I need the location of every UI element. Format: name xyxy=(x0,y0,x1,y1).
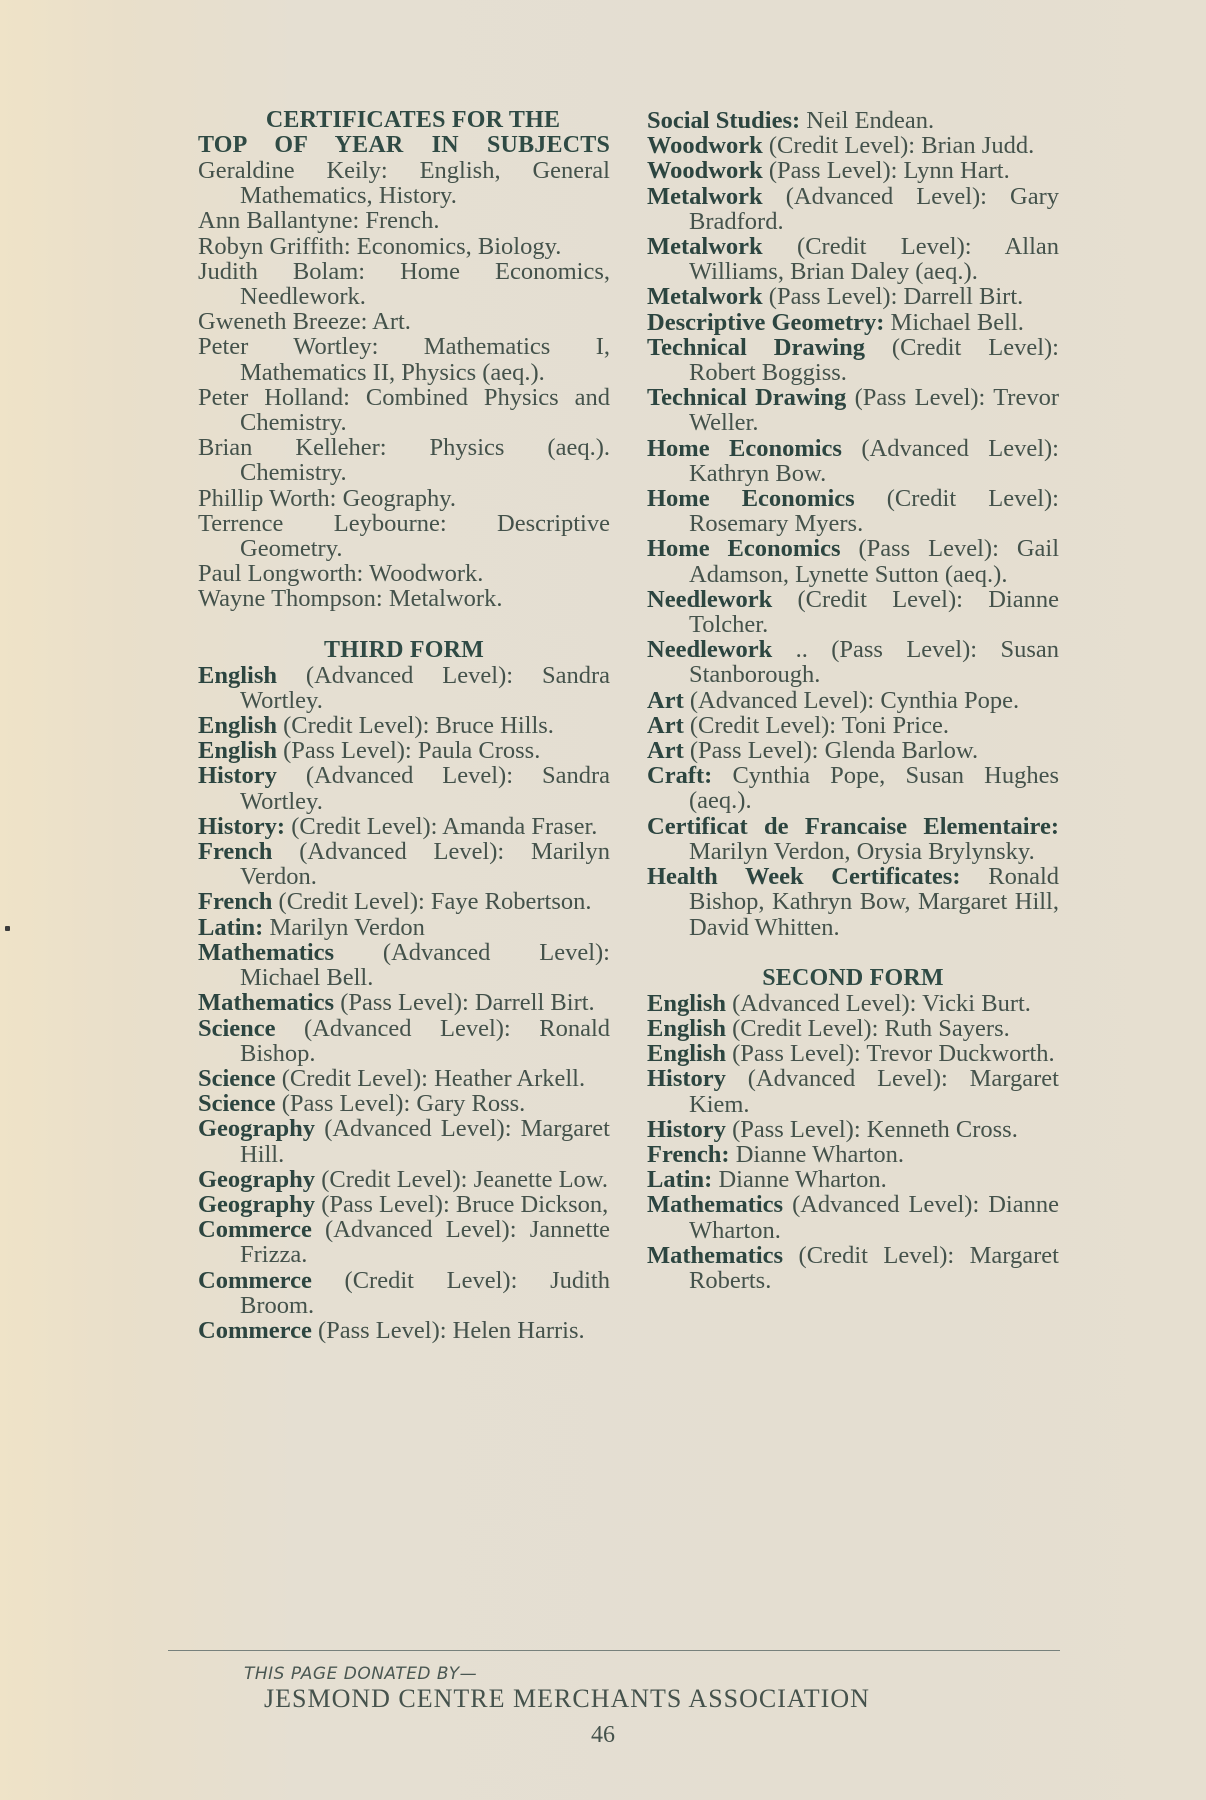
entry-text: (Advanced Level): Michael Bell. xyxy=(240,938,610,992)
right-column xyxy=(647,108,1059,1293)
list-entry xyxy=(198,990,610,1015)
entry-subject: English xyxy=(198,712,277,740)
entry-subject: Home Economics xyxy=(647,535,841,563)
entry-text: (Advanced Level): Cynthia Pope. xyxy=(683,686,1020,714)
list-entry xyxy=(647,1016,1059,1041)
entry-text: .. (Pass Level): Susan Stanborough. xyxy=(689,636,1059,689)
entry-text: (Pass Level): Trevor Weller. xyxy=(689,384,1059,437)
entry-subject: Woodwork xyxy=(647,132,763,160)
entry-subject: English xyxy=(198,737,277,765)
entry-text: (Advanced Level): Dianne Wharton. xyxy=(689,1191,1059,1244)
entry-text: Phillip Worth: Geography. xyxy=(198,484,456,512)
list-entry xyxy=(647,158,1059,183)
entry-text: (Advanced Level): Gary Bradford. xyxy=(689,182,1059,235)
entry-subject: English xyxy=(647,1040,726,1068)
list-entry xyxy=(647,864,1059,940)
entry-subject: Woodwork xyxy=(647,157,763,185)
entry-text: Robyn Griffith: Economics, Biology. xyxy=(198,232,562,260)
entry-subject: Metalwork xyxy=(647,233,763,261)
entry-text: (Credit Level): Amanda Fraser. xyxy=(285,812,598,840)
list-entry xyxy=(647,310,1059,335)
entry-text: (Credit Level): Bruce Hills. xyxy=(277,712,554,740)
list-entry xyxy=(647,1066,1059,1116)
list-entry xyxy=(198,234,610,259)
scan-edge-mark xyxy=(5,926,10,931)
entry-text: Brian Kelleher: Physics (aeq.). Chemistry. xyxy=(198,434,610,487)
entry-text: (Credit Level): Brian Judd. xyxy=(762,132,1035,160)
entry-text: (Pass Level): Kenneth Cross. xyxy=(725,1115,1018,1143)
entry-subject: Metalwork xyxy=(647,182,763,210)
list-entry xyxy=(198,435,610,485)
list-entry xyxy=(647,763,1059,813)
entry-subject: Technical Drawing xyxy=(647,384,847,412)
entry-text: (Pass Level): Gary Ross. xyxy=(275,1090,526,1118)
list-entry xyxy=(198,309,610,334)
list-entry xyxy=(647,991,1059,1016)
entry-subject: Geography xyxy=(198,1165,316,1193)
entry-subject: Science xyxy=(198,1014,276,1042)
entry-text: (Credit Level): Ruth Sayers. xyxy=(726,1014,1010,1042)
list-entry xyxy=(198,385,610,435)
entry-subject: Descriptive Geometry: xyxy=(647,308,885,336)
entry-text: (Advanced Level): Jannette Frizza. xyxy=(240,1216,610,1269)
list-entry xyxy=(647,436,1059,486)
list-entry xyxy=(647,1243,1059,1293)
entry-subject: Certificat de Francaise Elementaire: xyxy=(647,812,1059,840)
entry-text: Paul Longworth: Woodwork. xyxy=(198,560,484,588)
entry-subject: Craft: xyxy=(647,762,713,790)
entry-text: Terrence Leybourne: Descriptive Geometry. xyxy=(198,509,610,563)
entry-text: (Credit Level): Dianne Tolcher. xyxy=(689,585,1059,639)
list-entry xyxy=(647,1142,1059,1167)
entry-text: (Advanced Level): Sandra Wortley. xyxy=(240,661,610,714)
list-entry xyxy=(198,915,610,940)
entry-text: (Pass Level): Glenda Barlow. xyxy=(683,737,979,765)
entry-text: (Advanced Level): Ronald Bishop. xyxy=(240,1014,610,1067)
entry-subject: French xyxy=(198,838,273,866)
entry-text: (Credit Level): Jeanette Low. xyxy=(315,1165,609,1193)
entry-text: (Advanced Level): Margaret Hill. xyxy=(240,1115,610,1168)
entry-text: Marilyn Verdon, Orysia Brylynsky. xyxy=(689,837,1035,865)
list-entry xyxy=(647,1041,1059,1066)
list-entry xyxy=(647,1167,1059,1192)
list-entry xyxy=(647,335,1059,385)
entry-text: (Credit Level): Judith Broom. xyxy=(240,1266,610,1319)
entry-text: (Credit Level): Allan Williams, Brian Daley (aeq.). xyxy=(689,233,1059,286)
entry-subject: Latin: xyxy=(198,913,264,941)
list-entry xyxy=(198,586,610,611)
list-entry xyxy=(647,814,1059,864)
entry-text: Cynthia Pope, Susan Hughes (aeq.). xyxy=(689,762,1059,815)
list-entry xyxy=(198,1016,610,1066)
entry-text: (Advanced Level): Margaret Kiem. xyxy=(689,1065,1059,1118)
entry-subject: Commerce xyxy=(198,1266,312,1294)
entry-subject: History xyxy=(198,762,277,790)
list-entry xyxy=(198,763,610,813)
entry-subject: English xyxy=(647,989,726,1017)
entry-subject: Social Studies: xyxy=(647,107,801,134)
entry-subject: Science xyxy=(198,1090,276,1118)
entry-subject: Mathematics xyxy=(198,989,335,1017)
list-entry xyxy=(198,1217,610,1267)
list-entry xyxy=(198,158,610,208)
entry-subject: History: xyxy=(198,812,286,840)
entry-text: (Pass Level): Lynn Hart. xyxy=(762,157,1010,185)
top-of-year-list xyxy=(198,158,610,612)
entry-text: (Advanced Level): Vicki Burt. xyxy=(726,989,1031,1017)
list-entry xyxy=(198,511,610,561)
list-entry xyxy=(647,688,1059,713)
list-entry xyxy=(198,1192,610,1217)
entry-text: (Advanced Level): Sandra Wortley. xyxy=(240,762,610,815)
list-entry xyxy=(647,713,1059,738)
entry-text: Ronald Bishop, Kathryn Bow, Margaret Hill, David Whitten. xyxy=(689,863,1060,941)
third-form-heading: THIRD FORM xyxy=(324,636,484,663)
left-column xyxy=(198,108,610,1343)
entry-text: (Pass Level): Paula Cross. xyxy=(277,737,541,765)
list-entry xyxy=(198,839,610,889)
entry-text: (Credit Level): Margaret Roberts. xyxy=(689,1241,1059,1294)
list-entry xyxy=(198,814,610,839)
entry-text: Judith Bolam: Home Economics, Needlework. xyxy=(198,257,610,311)
entry-text: Peter Wortley: Mathematics I, Mathematics II, Physics (aeq.). xyxy=(198,333,610,386)
list-entry xyxy=(198,1116,610,1166)
entry-subject: Home Economics xyxy=(647,485,855,513)
list-entry xyxy=(647,284,1059,309)
entry-text: (Pass Level): Darrell Birt. xyxy=(334,989,595,1017)
entry-text: (Pass Level): Gail Adamson, Lynette Sutton (aeq.). xyxy=(689,535,1059,588)
entry-text: (Pass Level): Bruce Dickson, xyxy=(315,1190,609,1218)
third-form-continued-list xyxy=(647,108,1059,940)
entry-subject: Art xyxy=(647,711,684,739)
entry-text: (Pass Level): Trevor Duckworth. xyxy=(726,1040,1055,1068)
entry-subject: Art xyxy=(647,686,684,714)
entry-text: Ann Ballantyne: French. xyxy=(198,207,440,235)
entry-subject: French xyxy=(198,888,273,916)
list-entry xyxy=(198,1318,610,1343)
entry-subject: Health Week Certificates: xyxy=(647,863,961,891)
entry-text: Gweneth Breeze: Art. xyxy=(198,308,411,336)
entry-subject: Latin: xyxy=(647,1166,713,1194)
entry-subject: Geography xyxy=(198,1115,316,1143)
list-entry xyxy=(198,940,610,990)
list-entry xyxy=(647,108,1059,133)
entry-subject: Commerce xyxy=(198,1316,312,1344)
entry-subject: Mathematics xyxy=(647,1191,784,1219)
entry-subject: English xyxy=(647,1014,726,1042)
entry-subject: Mathematics xyxy=(647,1241,784,1269)
entry-subject: Needlework xyxy=(647,636,773,664)
footer-divider xyxy=(168,1650,1060,1651)
entry-text: Dianne Wharton. xyxy=(712,1166,887,1194)
list-entry xyxy=(647,184,1059,234)
list-entry xyxy=(647,234,1059,284)
list-entry xyxy=(647,587,1059,637)
list-entry xyxy=(198,208,610,233)
entry-text: (Advanced Level): Kathryn Bow. xyxy=(689,434,1059,487)
list-entry xyxy=(198,1066,610,1091)
entry-text: Peter Holland: Combined Physics and Chemistry. xyxy=(198,383,610,437)
entry-subject: Mathematics xyxy=(198,938,335,966)
entry-text: Geraldine Keily: English, General Mathematics, History. xyxy=(198,157,610,210)
entry-subject: Metalwork xyxy=(647,283,763,311)
entry-subject: French: xyxy=(647,1140,730,1168)
list-entry xyxy=(198,334,610,384)
list-entry xyxy=(647,1117,1059,1142)
entry-subject: Science xyxy=(198,1064,276,1092)
list-entry xyxy=(647,738,1059,763)
list-entry xyxy=(198,561,610,586)
top-of-year-heading-line1: CERTIFICATES FOR THE xyxy=(265,107,561,133)
entry-text: Wayne Thompson: Metalwork. xyxy=(198,585,503,613)
entry-subject: Needlework xyxy=(647,585,773,613)
entry-subject: Home Economics xyxy=(647,434,842,462)
list-entry xyxy=(198,738,610,763)
list-entry xyxy=(198,889,610,914)
page-number: 46 xyxy=(591,1722,615,1748)
list-entry xyxy=(198,1167,610,1192)
entry-text: (Pass Level): Helen Harris. xyxy=(311,1316,585,1344)
entry-text: (Pass Level): Darrell Birt. xyxy=(762,283,1024,311)
list-entry xyxy=(647,385,1059,435)
entry-subject: Art xyxy=(647,737,684,765)
entry-subject: History xyxy=(647,1065,726,1093)
entry-text: (Credit Level): Robert Boggiss. xyxy=(689,333,1059,387)
entry-text: (Credit Level): Heather Arkell. xyxy=(275,1064,586,1092)
list-entry xyxy=(198,259,610,309)
second-form-list xyxy=(647,991,1059,1293)
entry-subject: Commerce xyxy=(198,1216,312,1244)
list-entry xyxy=(647,486,1059,536)
entry-text: Neil Endean. xyxy=(800,107,935,134)
entry-subject: English xyxy=(198,661,277,689)
entry-text: Marilyn Verdon xyxy=(263,913,425,941)
top-of-year-heading-line2: TOP OF YEAR IN SUBJECTS xyxy=(198,132,610,158)
entry-text: Michael Bell. xyxy=(884,308,1024,336)
list-entry xyxy=(647,637,1059,687)
entry-text: Dianne Wharton. xyxy=(729,1140,904,1168)
list-entry xyxy=(198,1268,610,1318)
entry-subject: History xyxy=(647,1115,726,1143)
list-entry xyxy=(647,536,1059,586)
entry-text: (Advanced Level): Marilyn Verdon. xyxy=(240,838,610,891)
list-entry xyxy=(198,486,610,511)
list-entry xyxy=(647,1192,1059,1242)
entry-text: (Credit Level): Faye Robertson. xyxy=(272,888,592,916)
entry-text: (Credit Level): Toni Price. xyxy=(683,711,949,739)
second-form-heading: SECOND FORM xyxy=(762,964,944,991)
entry-text: (Credit Level): Rosemary Myers. xyxy=(689,485,1059,538)
list-entry xyxy=(647,133,1059,158)
donated-by-label: THIS PAGE DONATED BY— xyxy=(244,1664,478,1684)
donor-name: JESMOND CENTRE MERCHANTS ASSOCIATION xyxy=(264,1684,870,1713)
list-entry xyxy=(198,713,610,738)
list-entry xyxy=(198,663,610,713)
entry-subject: Technical Drawing xyxy=(647,333,865,361)
list-entry xyxy=(198,1091,610,1116)
entry-subject: Geography xyxy=(198,1190,316,1218)
third-form-list xyxy=(198,663,610,1343)
